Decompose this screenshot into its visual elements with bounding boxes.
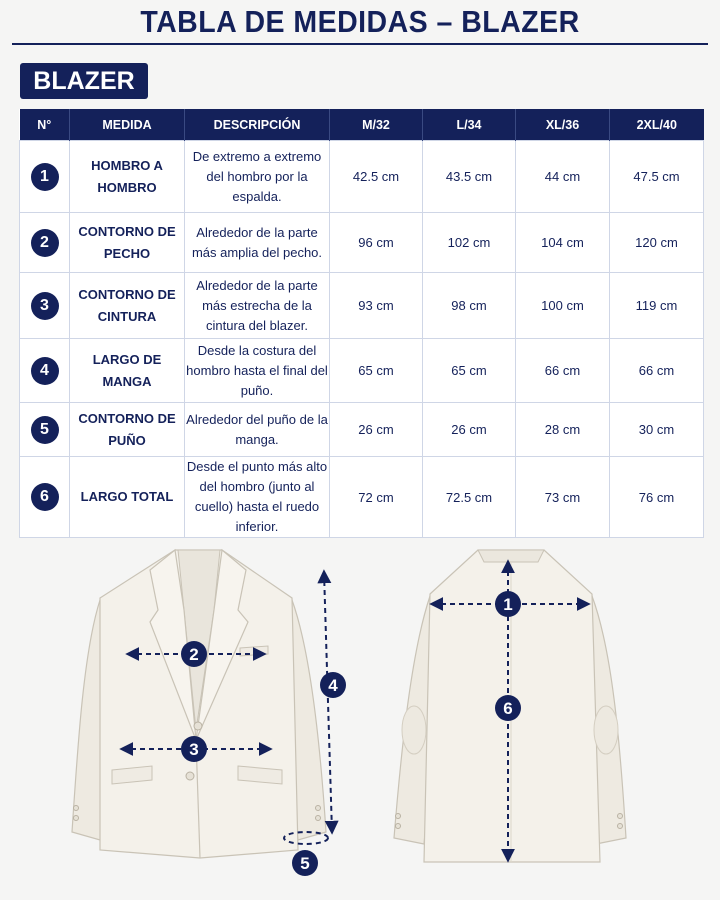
- value-xl: 100 cm: [516, 273, 610, 339]
- value-m: 65 cm: [330, 339, 423, 403]
- header-description: DESCRIPCIÓN: [185, 109, 330, 141]
- value-l: 65 cm: [423, 339, 516, 403]
- measure-description: Alrededor de la parte más estrecha de la cintura del blazer.: [185, 273, 330, 339]
- number-badge: 1: [31, 163, 59, 191]
- header-size-l: L/34: [423, 109, 516, 141]
- measure-description: Desde el punto más alto del hombro (junto al cuello) hasta el ruedo inferior.: [185, 457, 330, 538]
- marker-2: [181, 641, 207, 667]
- sleeve-measure-line: [324, 572, 332, 832]
- page-title: TABLA DE MEDIDAS – BLAZER: [140, 4, 580, 39]
- value-2xl: 47.5 cm: [610, 141, 704, 213]
- table-row: [20, 403, 704, 457]
- header-size-2xl: 2XL/40: [610, 109, 704, 141]
- marker-6: [495, 695, 521, 721]
- marker-1: [495, 591, 521, 617]
- value-m: 42.5 cm: [330, 141, 423, 213]
- measure-description: Alrededor del puño de la manga.: [185, 403, 330, 457]
- value-2xl: 30 cm: [610, 403, 704, 457]
- svg-text:4: 4: [328, 676, 338, 695]
- section-label: BLAZER: [20, 63, 148, 99]
- measure-name: LARGO DE MANGA: [70, 339, 185, 403]
- header-measure: MEDIDA: [70, 109, 185, 141]
- svg-text:6: 6: [503, 699, 513, 718]
- number-badge: 4: [31, 357, 59, 385]
- value-l: 26 cm: [423, 403, 516, 457]
- value-l: 102 cm: [423, 213, 516, 273]
- svg-text:3: 3: [189, 740, 199, 759]
- marker-3: [181, 736, 207, 762]
- value-m: 96 cm: [330, 213, 423, 273]
- value-xl: 73 cm: [516, 457, 610, 538]
- number-badge: 3: [31, 292, 59, 320]
- number-badge: 5: [31, 416, 59, 444]
- measure-name: LARGO TOTAL: [70, 457, 185, 538]
- measure-description: De extremo a extremo del hombro por la espalda.: [185, 141, 330, 213]
- value-2xl: 76 cm: [610, 457, 704, 538]
- table-row: [20, 457, 704, 538]
- value-l: 72.5 cm: [423, 457, 516, 538]
- blazer-measurement-diagram: [0, 540, 720, 900]
- table-row: [20, 213, 704, 273]
- number-badge: 2: [31, 229, 59, 257]
- measure-description: Desde la costura del hombro hasta el final del puño.: [185, 339, 330, 403]
- table-row: [20, 141, 704, 213]
- marker-4: [320, 672, 346, 698]
- value-xl: 104 cm: [516, 213, 610, 273]
- table-row: [20, 339, 704, 403]
- table-header-row: [20, 109, 704, 141]
- value-m: 93 cm: [330, 273, 423, 339]
- measurement-table: [19, 109, 704, 538]
- svg-text:1: 1: [503, 595, 513, 614]
- header-size-xl: XL/36: [516, 109, 610, 141]
- value-2xl: 119 cm: [610, 273, 704, 339]
- svg-text:5: 5: [300, 854, 310, 873]
- value-2xl: 66 cm: [610, 339, 704, 403]
- value-m: 72 cm: [330, 457, 423, 538]
- measure-name: CONTORNO DE CINTURA: [70, 273, 185, 339]
- value-2xl: 120 cm: [610, 213, 704, 273]
- marker-5: [292, 850, 318, 876]
- value-m: 26 cm: [330, 403, 423, 457]
- svg-text:2: 2: [189, 645, 199, 664]
- value-l: 43.5 cm: [423, 141, 516, 213]
- value-xl: 66 cm: [516, 339, 610, 403]
- title-divider: [12, 43, 708, 45]
- value-l: 98 cm: [423, 273, 516, 339]
- value-xl: 44 cm: [516, 141, 610, 213]
- header-number: N°: [20, 109, 70, 141]
- value-xl: 28 cm: [516, 403, 610, 457]
- header-size-m: M/32: [330, 109, 423, 141]
- table-row: [20, 273, 704, 339]
- measure-name: CONTORNO DE PUÑO: [70, 403, 185, 457]
- measure-name: CONTORNO DE PECHO: [70, 213, 185, 273]
- measure-description: Alrededor de la parte más amplia del pecho.: [185, 213, 330, 273]
- number-badge: 6: [31, 483, 59, 511]
- front-blazer-illustration: [72, 550, 326, 858]
- measure-name: HOMBRO A HOMBRO: [70, 141, 185, 213]
